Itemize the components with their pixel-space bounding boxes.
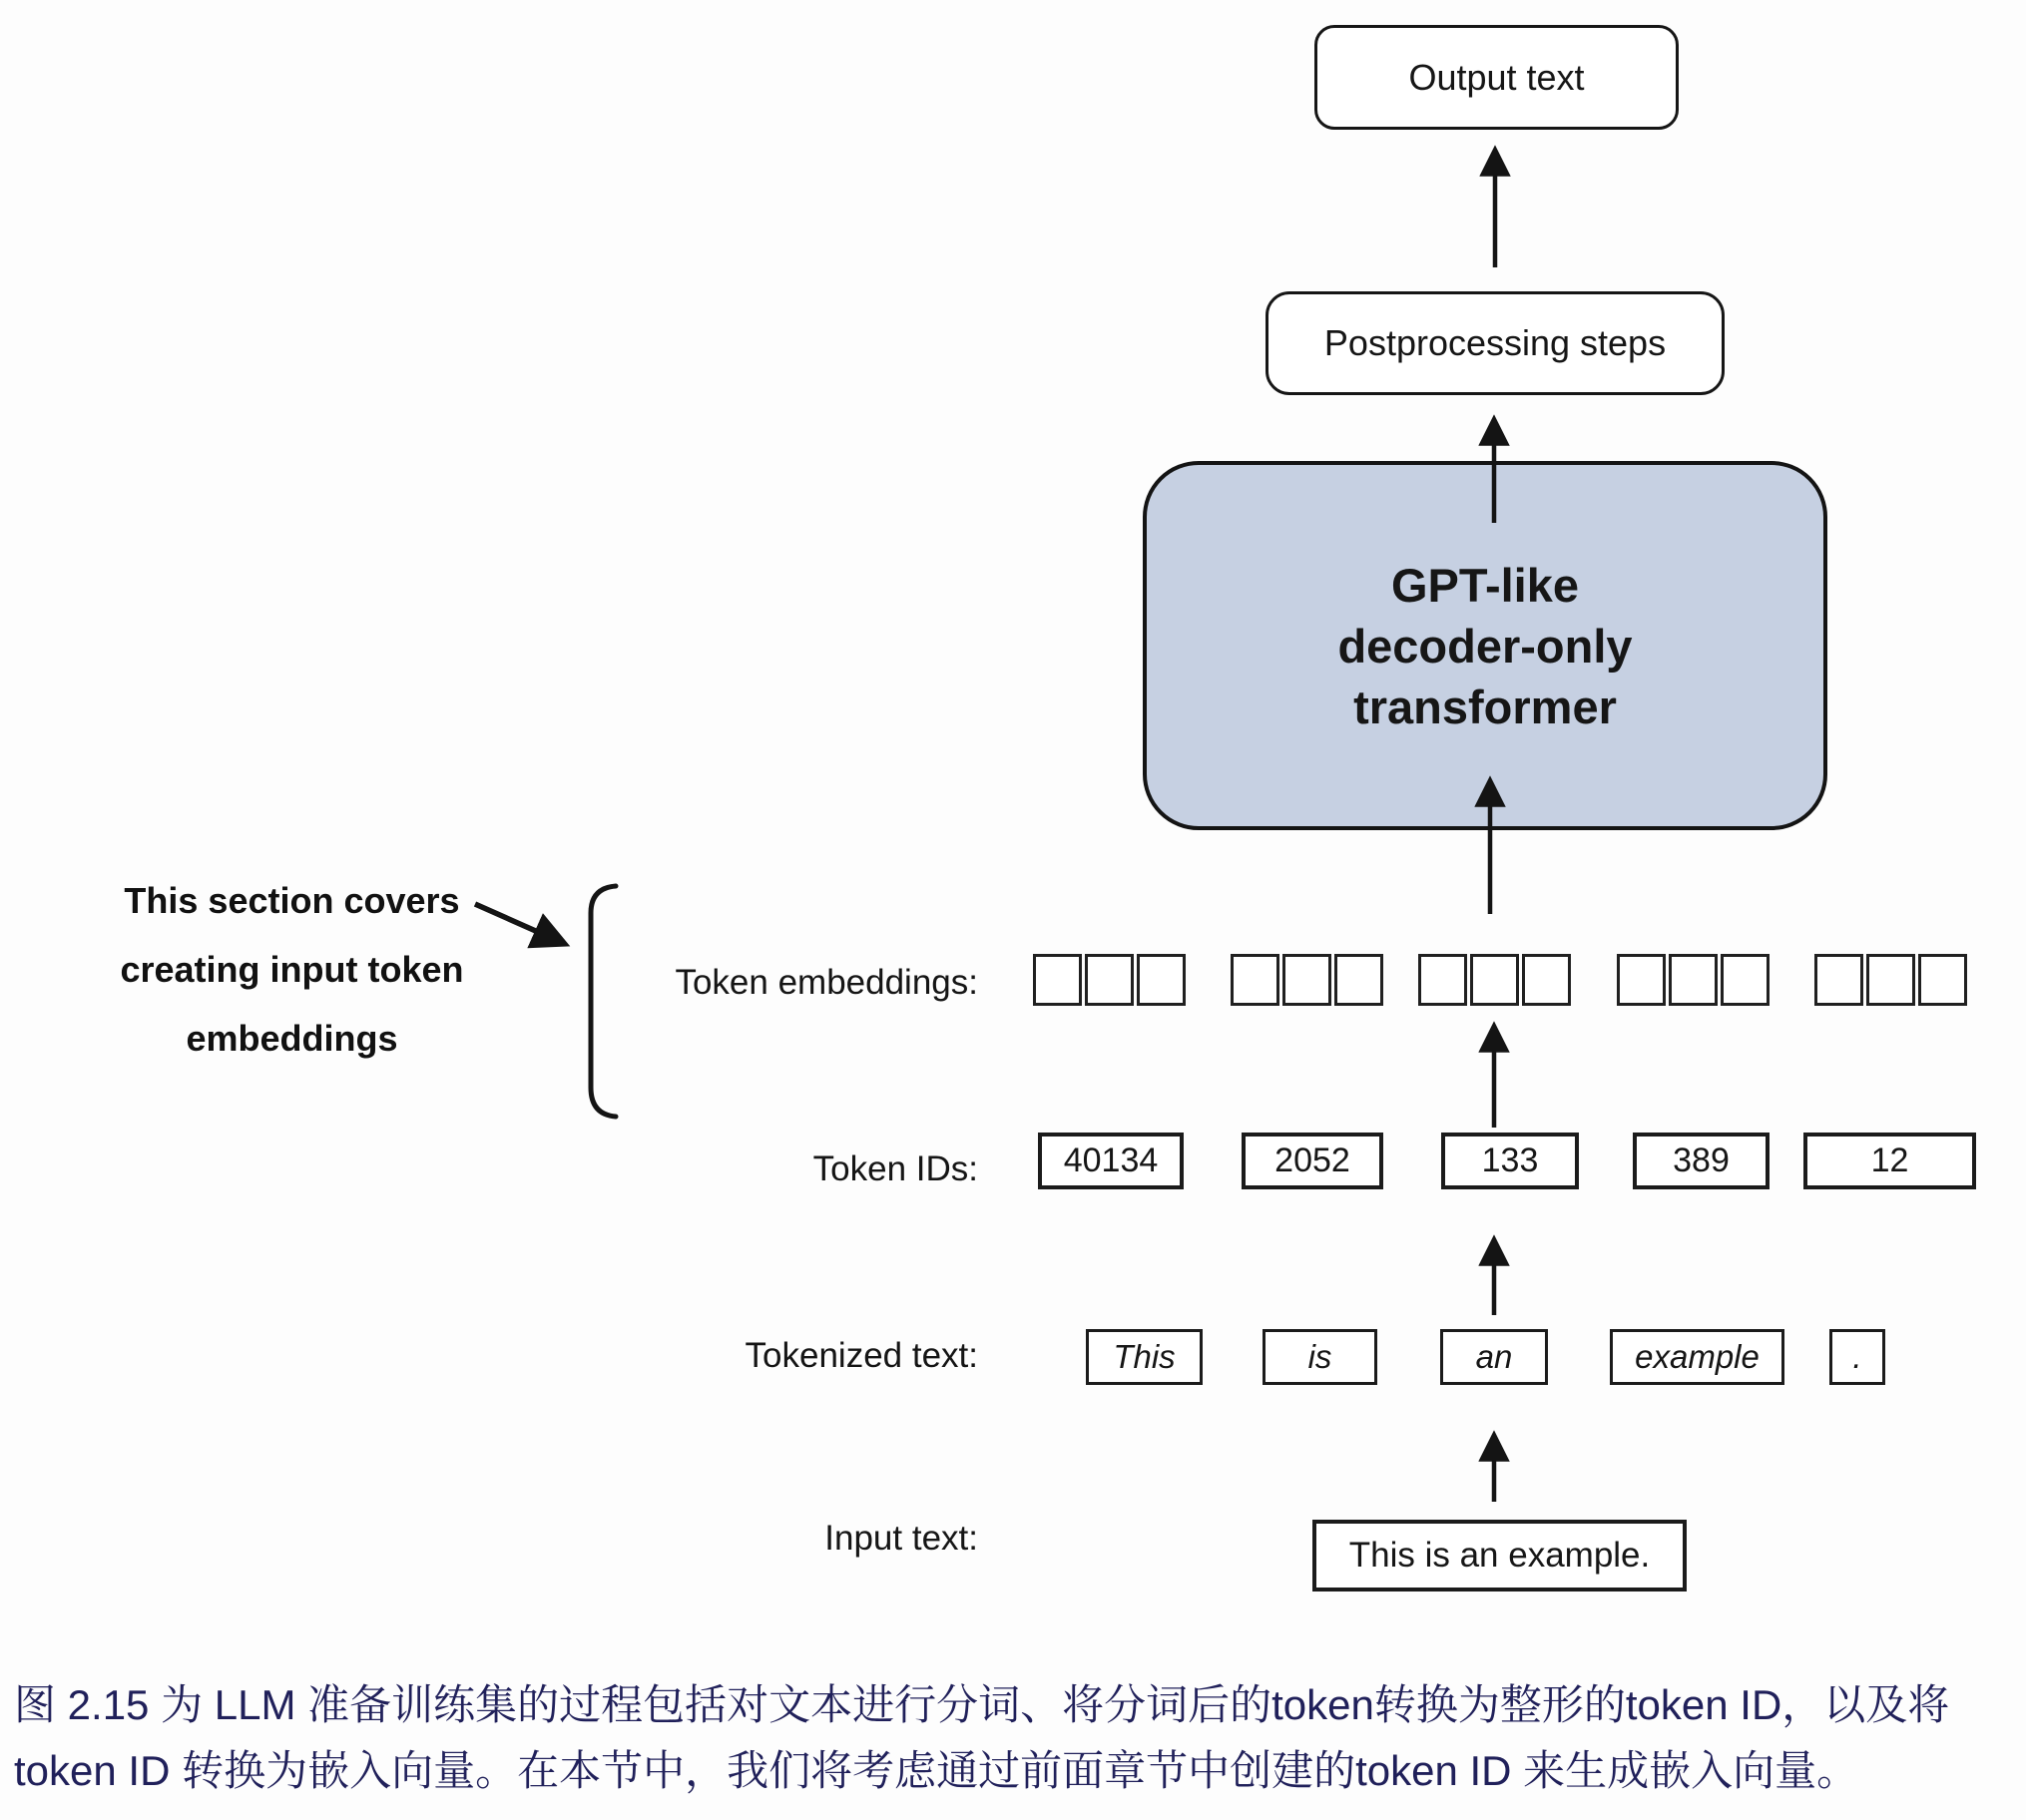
- token-id-box: [1441, 1133, 1579, 1189]
- embedding-vector-group: [1617, 954, 1770, 1006]
- annotation-line: creating input token: [120, 949, 464, 990]
- embedding-cell: [1470, 954, 1519, 1006]
- gpt-box-line3: transformer: [1353, 680, 1617, 733]
- embedding-vector-group: [1033, 954, 1186, 1006]
- embedding-cell: [1669, 954, 1718, 1006]
- input-text-box: [1312, 1520, 1687, 1592]
- embedding-vector-group: [1418, 954, 1571, 1006]
- token-value: an: [1475, 1338, 1513, 1375]
- embedding-cell: [1033, 954, 1082, 1006]
- token-box: [1440, 1329, 1548, 1385]
- embedding-cell: [1918, 954, 1967, 1006]
- embedding-cell: [1231, 954, 1279, 1006]
- token-id-value: 2052: [1274, 1141, 1350, 1179]
- output-text-box: [1314, 25, 1679, 130]
- embedding-cell: [1721, 954, 1770, 1006]
- gpt-transformer-box: [1143, 461, 1827, 830]
- token-value: example: [1635, 1338, 1760, 1375]
- input-text-value: This is an example.: [1348, 1536, 1651, 1575]
- embedding-cell: [1137, 954, 1186, 1006]
- gpt-box-line2: decoder-only: [1337, 619, 1633, 673]
- token-box: [1086, 1329, 1203, 1385]
- embedding-cell: [1085, 954, 1134, 1006]
- token-id-box: [1633, 1133, 1770, 1189]
- token-embeddings-label: Token embeddings:: [675, 963, 978, 1002]
- annotation-line: This section covers: [124, 880, 460, 921]
- token-value: .: [1852, 1338, 1862, 1375]
- postprocessing-box: [1266, 291, 1725, 395]
- token-box: [1263, 1329, 1377, 1385]
- caption-line-1: 图 2.15 为 LLM 准备训练集的过程包括对文本进行分词、将分词后的token转换为整形的token ID，以及将: [14, 1681, 1950, 1728]
- embedding-cell: [1814, 954, 1863, 1006]
- embedding-cell: [1522, 954, 1571, 1006]
- tokenized-text-label: Tokenized text:: [745, 1336, 978, 1375]
- token-ids-label: Token IDs:: [812, 1149, 978, 1188]
- figure-caption: [14, 1672, 2014, 1804]
- embedding-cell: [1334, 954, 1383, 1006]
- token-id-value: 133: [1481, 1141, 1539, 1179]
- caption-line-2: token ID 转换为嵌入向量。在本节中，我们将考虑通过前面章节中创建的token ID 来生成嵌入向量。: [14, 1747, 1859, 1794]
- token-value: This: [1113, 1338, 1176, 1375]
- gpt-box-line1: GPT-like: [1390, 558, 1580, 612]
- embedding-cell: [1282, 954, 1331, 1006]
- token-value: is: [1307, 1338, 1332, 1375]
- token-box: [1610, 1329, 1784, 1385]
- token-id-box: [1242, 1133, 1383, 1189]
- output-text-label: Output text: [1408, 56, 1585, 98]
- annotation-line: embeddings: [186, 1018, 398, 1059]
- margin-annotation: [85, 866, 499, 1073]
- embedding-vector-group: [1231, 954, 1383, 1006]
- token-id-value: 12: [1870, 1141, 1909, 1179]
- token-id-box: [1803, 1133, 1976, 1189]
- token-id-value: 389: [1673, 1141, 1730, 1179]
- input-text-label: Input text:: [824, 1519, 978, 1558]
- embedding-cell: [1866, 954, 1915, 1006]
- embedding-vector-group: [1814, 954, 1967, 1006]
- token-id-box: [1038, 1133, 1184, 1189]
- token-box: [1829, 1329, 1885, 1385]
- embedding-cell: [1617, 954, 1666, 1006]
- embedding-cell: [1418, 954, 1467, 1006]
- postprocessing-label: Postprocessing steps: [1323, 322, 1667, 363]
- token-id-value: 40134: [1063, 1141, 1159, 1179]
